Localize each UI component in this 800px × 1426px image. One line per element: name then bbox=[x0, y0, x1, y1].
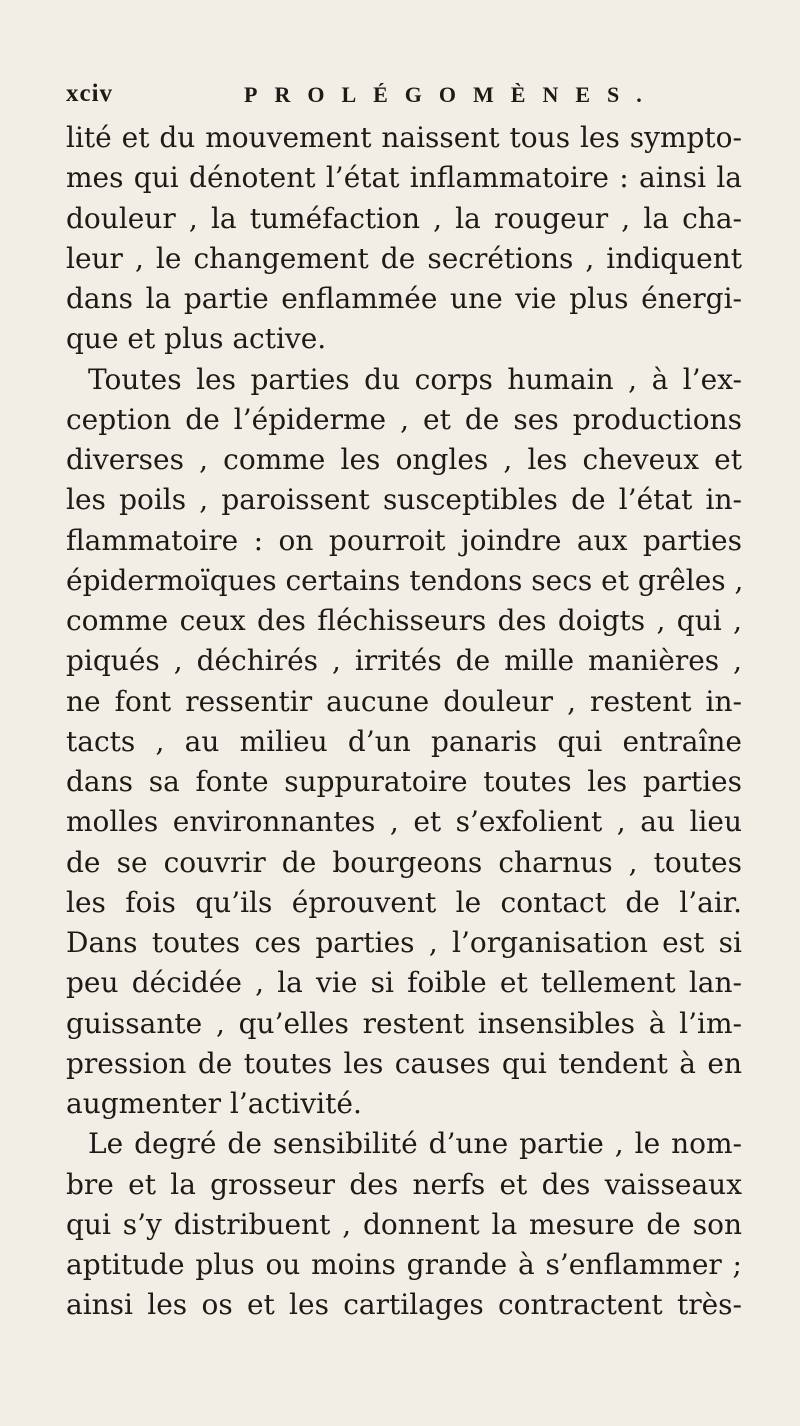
text-line: peu décidée , la vie si foible et tellement lan- bbox=[66, 966, 742, 1000]
text-line: comme ceux des fléchisseurs des doigts , qui , bbox=[66, 604, 742, 637]
text-line: flammatoire : on pourroit joindre aux parties bbox=[66, 523, 742, 557]
page-number: xciv bbox=[66, 80, 114, 107]
text-line: diverses , comme les ongles , les cheveux et bbox=[66, 443, 742, 476]
text-line: ne font ressentir aucune douleur , restent in- bbox=[66, 684, 742, 718]
text-line: augmenter l’activité. bbox=[66, 1087, 362, 1120]
text-line: molles environnantes , et s’exfolient , au lieu bbox=[66, 805, 742, 839]
text-line: Dans toutes ces parties , l’organisation est si bbox=[66, 926, 742, 959]
text-line: de se couvrir de bourgeons charnus , toutes bbox=[66, 845, 742, 879]
running-title: PROLÉGOMÈNES. bbox=[244, 82, 659, 107]
text-line: ainsi les os et les cartilages contractent très- bbox=[66, 1288, 742, 1322]
text-line: piqués , déchirés , irrités de mille manières , bbox=[66, 644, 742, 678]
text-line: mes qui dénotent l’état inflammatoire : ainsi la bbox=[66, 161, 742, 195]
text-line: pression de toutes les causes qui tendent à en bbox=[66, 1046, 742, 1080]
text-line: les poils , paroissent susceptibles de l’état in- bbox=[66, 483, 742, 517]
text-line: Le degré de sensibilité d’une partie , le nom- bbox=[88, 1127, 742, 1161]
text-line: que et plus active. bbox=[66, 322, 327, 356]
text-line: bre et la grosseur des nerfs et des vaisseaux bbox=[66, 1167, 742, 1201]
text-line: leur , le changement de secrétions , indiquent bbox=[66, 241, 742, 275]
text-line: épidermoïques certains tendons secs et grêles , bbox=[66, 563, 744, 597]
text-line: ception de l’épiderme , et de ses productions bbox=[66, 402, 742, 436]
text-line: Toutes les parties du corps humain , à l’ex- bbox=[88, 362, 742, 396]
text-line: les fois qu’ils éprouvent le contact de l’air. bbox=[66, 885, 742, 919]
text-line: aptitude plus ou moins grande à s’enflammer ; bbox=[66, 1248, 742, 1281]
text-line: dans la partie enflammée une vie plus énergi- bbox=[66, 282, 742, 315]
running-head bbox=[66, 80, 659, 116]
text-line: guissante , qu’elles restent insensibles à l’im- bbox=[66, 1006, 742, 1040]
text-line: tacts , au milieu d’un panaris qui entraîne bbox=[66, 724, 742, 758]
text-line: douleur , la tuméfaction , la rougeur , la cha- bbox=[66, 201, 742, 235]
text-line: dans sa fonte suppuratoire toutes les parties bbox=[66, 765, 742, 798]
text-line: qui s’y distribuent , donnent la mesure de son bbox=[66, 1207, 742, 1241]
body-text bbox=[66, 118, 742, 1326]
text-line: lité et du mouvement naissent tous les sympto- bbox=[66, 121, 742, 154]
